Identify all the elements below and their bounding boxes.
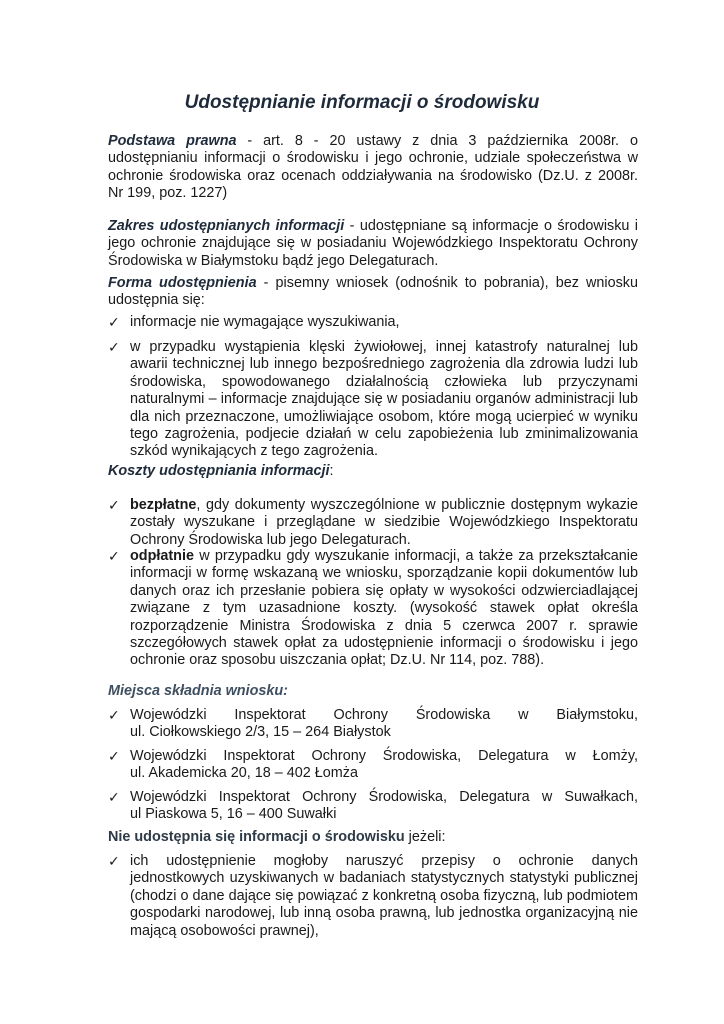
place-name: Wojewódzki Inspektorat Ochrony Środowiska w Białymstoku, — [130, 707, 638, 723]
list-item — [108, 748, 638, 783]
refusal-item-text: ich udostępnienie mogłoby naruszyć przepisy o ochronie danych jednostkowych uzyskiwanych w badaniach statystycznych statystyki publicznej (chodzi o dane dające się powiązać z konkretną osoba fizyczną, lub podmiotem gospodarki narodowej, lub inną osoba prawną, lub jednostka organizacyjną nie mającą osobowości prawnej), — [130, 853, 638, 939]
list-item — [108, 339, 638, 461]
form-text: - pisemny wniosek (odnośnik to pobrania), bez wniosku udostępnia się: — [108, 275, 638, 309]
place-address: ul. Ciołkowskiego 2/3, 15 – 264 Białystok — [130, 724, 391, 741]
refusal-suffix: jeżeli: — [404, 829, 446, 845]
scope-label: Zakres udostępnianych informacji — [108, 218, 345, 234]
places-heading — [108, 683, 638, 700]
costs-heading — [108, 463, 638, 480]
check-icon: ✓ — [108, 314, 120, 330]
list-item — [108, 853, 638, 940]
check-icon: ✓ — [108, 548, 120, 564]
form-paragraph — [108, 275, 638, 310]
form-item-text: w przypadku wystąpienia klęski żywiołowej, innej katastrofy naturalnej lub awarii technicznej lub innego bezpośredniego zagrożenia dla zdrowia ludzi lub środowiska, spowodowanego działalnością człowieka lub przyczynami naturalnymi – informacje znajdujące się w posiadaniu organów administracji lub dla nich przeznaczone, umożliwiające osobom, które mogą ucierpieć w wyniku tego zagrożenia, podjecie działań w celu zapobieżenia lub zminimalizowania szkód wynikających z tego zagrożenia. — [130, 339, 638, 460]
costs-label: Koszty udostępniania informacji — [108, 463, 330, 479]
place-name: Wojewódzki Inspektorat Ochrony Środowiska, Delegatura w Suwałkach, — [130, 789, 638, 805]
check-icon: ✓ — [108, 748, 120, 764]
cost-paid-text: w przypadku gdy wyszukanie informacji, a także za przekształcanie informacji w formę wskazaną we wniosku, sporządzanie kopii dokumentów lub danych oraz ich przesłanie pobiera się opłaty w wysokości odzwierciadlającej związane z tym uzasadnione koszty. (wysokość stawek opłat określa rozporządzenie Ministra Środowiska z dnia 5 czerwca 2007 r. sprawie szczegółowych stawek opłat za udostępnienie informacji o środowisku i jego ochronie oraz sposobu uiszczania opłat; Dz.U. Nr 114, poz. 788). — [130, 548, 638, 669]
check-icon: ✓ — [108, 853, 120, 869]
costs-suffix: : — [329, 463, 334, 479]
cost-free-text: , gdy dokumenty wyszczególnione w publicznie dostępnym wykazie zostały wyszukane i przeglądane w siedzibie Wojewódzkiego Inspektoratu Ochrony Środowiska lub jego Delegaturach. — [130, 497, 638, 548]
list-item — [108, 548, 638, 670]
legal-basis-paragraph — [108, 133, 638, 203]
place-name: Wojewódzki Inspektorat Ochrony Środowiska, Delegatura w Łomży, — [130, 748, 638, 764]
form-label: Forma udostępnienia — [108, 275, 257, 291]
refusal-label: Nie udostępnia się informacji o środowisku — [108, 829, 405, 845]
place-address: ul Piaskowa 5, 16 – 400 Suwałki — [130, 806, 337, 823]
place-address: ul. Akademicka 20, 18 – 402 Łomża — [130, 765, 358, 782]
list-item — [108, 707, 638, 742]
cost-free-label: bezpłatne — [130, 497, 197, 513]
refusal-heading — [108, 829, 638, 846]
scope-paragraph — [108, 218, 638, 270]
check-icon: ✓ — [108, 707, 120, 723]
page-title: Udostępnianie informacji o środowisku — [184, 92, 540, 113]
form-item-text: informacje nie wymagające wyszukiwania, — [130, 314, 400, 330]
list-item — [108, 789, 638, 824]
scope-text: - udostępniane są informacje o środowisku i jego ochronie znajdujące się w posiadaniu Wojewódzkiego Inspektoratu Ochrony Środowiska w Białymstoku bądź jego Delegaturach. — [108, 218, 638, 269]
legal-basis-label: Podstawa prawna — [108, 133, 237, 149]
check-icon: ✓ — [108, 497, 120, 513]
list-item — [108, 497, 638, 549]
check-icon: ✓ — [108, 789, 120, 805]
list-item — [108, 314, 638, 331]
cost-paid-label: odpłatnie — [130, 548, 194, 564]
legal-basis-text: - art. 8 - 20 ustawy z dnia 3 października 2008r. o udostępnianiu informacji o środowisku i jego ochronie, udziale społeczeństwa w ochronie środowiska oraz ocenach oddziaływania na środowisko (Dz.U. z 2008r. Nr 199, poz. 1227) — [108, 133, 638, 202]
places-label: Miejsca składnia wniosku: — [108, 683, 288, 699]
check-icon: ✓ — [108, 339, 120, 355]
